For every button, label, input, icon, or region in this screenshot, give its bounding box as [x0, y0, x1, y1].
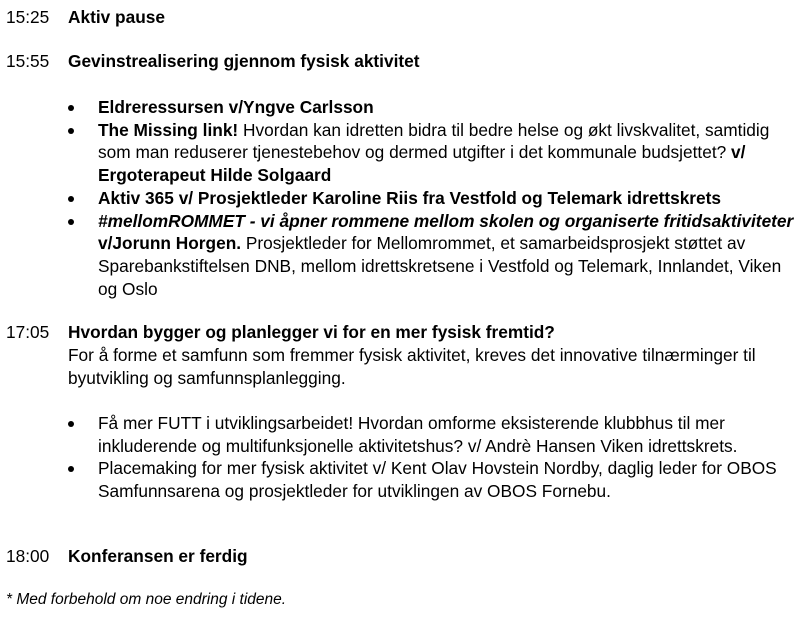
item-bold-text: Eldreressursen v/Yngve Carlsson	[98, 97, 374, 117]
list-item	[0, 412, 811, 457]
entry-title: Aktiv pause	[68, 7, 166, 27]
bullet-icon	[68, 128, 74, 134]
entry-time: 18:00	[6, 546, 50, 566]
footnote: * Med forbehold om noe endring i tidene.	[6, 591, 287, 608]
session-1555-list	[0, 96, 811, 300]
list-item	[0, 119, 811, 187]
entry-title: Hvordan bygger og planlegger vi for en mer fysisk fremtid?	[68, 322, 555, 342]
entry-time: 17:05	[6, 322, 50, 342]
entry-title: Gevinstrealisering gjennom fysisk aktivitet	[68, 51, 420, 71]
item-bold-italic-text: #mellomROMMET - vi åpner rommene mellom skolen og organiserte fritidsaktiviteter	[98, 210, 794, 231]
list-item	[0, 187, 811, 210]
entry-title: Konferansen er ferdig	[68, 546, 248, 566]
item-text: Placemaking for mer fysisk aktivitet v/ Kent Olav Hovstein Nordby, daglig leder for OBOS Samfunnsarena og prosjektleder for utviklingen av OBOS Fornebu.	[98, 458, 777, 502]
bullet-icon	[68, 466, 74, 472]
item-speaker: v/ Ergoterapeut Hilde Solgaard	[98, 142, 746, 186]
session-1705-list	[0, 412, 811, 503]
list-item	[0, 96, 811, 119]
item-text: Hvordan kan idretten bidra til bedre helse og økt livskvalitet, samtidig som man reduserer tjenestebehov og dermed utgifter i det kommunale budsjettet?	[98, 119, 770, 163]
list-item	[0, 210, 811, 301]
entry-time: 15:55	[6, 51, 50, 71]
item-text: Prosjektleder for Mellomrommet, et samarbeidsprosjekt støttet av Sparebankstiftelsen DNB, mellom idrettskretsene i Vestfold og Telemark, Innlandet, Viken og Oslo	[98, 233, 782, 299]
item-bold-text: Aktiv 365 v/ Prosjektleder Karoline Riis fra Vestfold og Telemark idrettskrets	[98, 187, 722, 208]
bullet-icon	[68, 105, 74, 111]
bullet-icon	[68, 219, 74, 225]
item-speaker: v/Jorunn Horgen.	[98, 233, 242, 254]
entry-time: 15:25	[6, 7, 50, 27]
bullet-icon	[68, 421, 74, 427]
bullet-icon	[68, 196, 74, 202]
item-bold-text: The Missing link!	[98, 119, 239, 140]
session-description: For å forme et samfunn som fremmer fysisk aktivitet, kreves det innovative tilnærminger til byutvikling og samfunnsplanlegging.	[68, 345, 756, 388]
list-item	[0, 457, 811, 502]
item-text: Få mer FUTT i utviklingsarbeidet! Hvordan omforme eksisterende klubbhus til mer inkluderende og multifunksjonelle aktivitetshus? v/ Andrè Hansen Viken idrettskrets.	[98, 413, 738, 456]
